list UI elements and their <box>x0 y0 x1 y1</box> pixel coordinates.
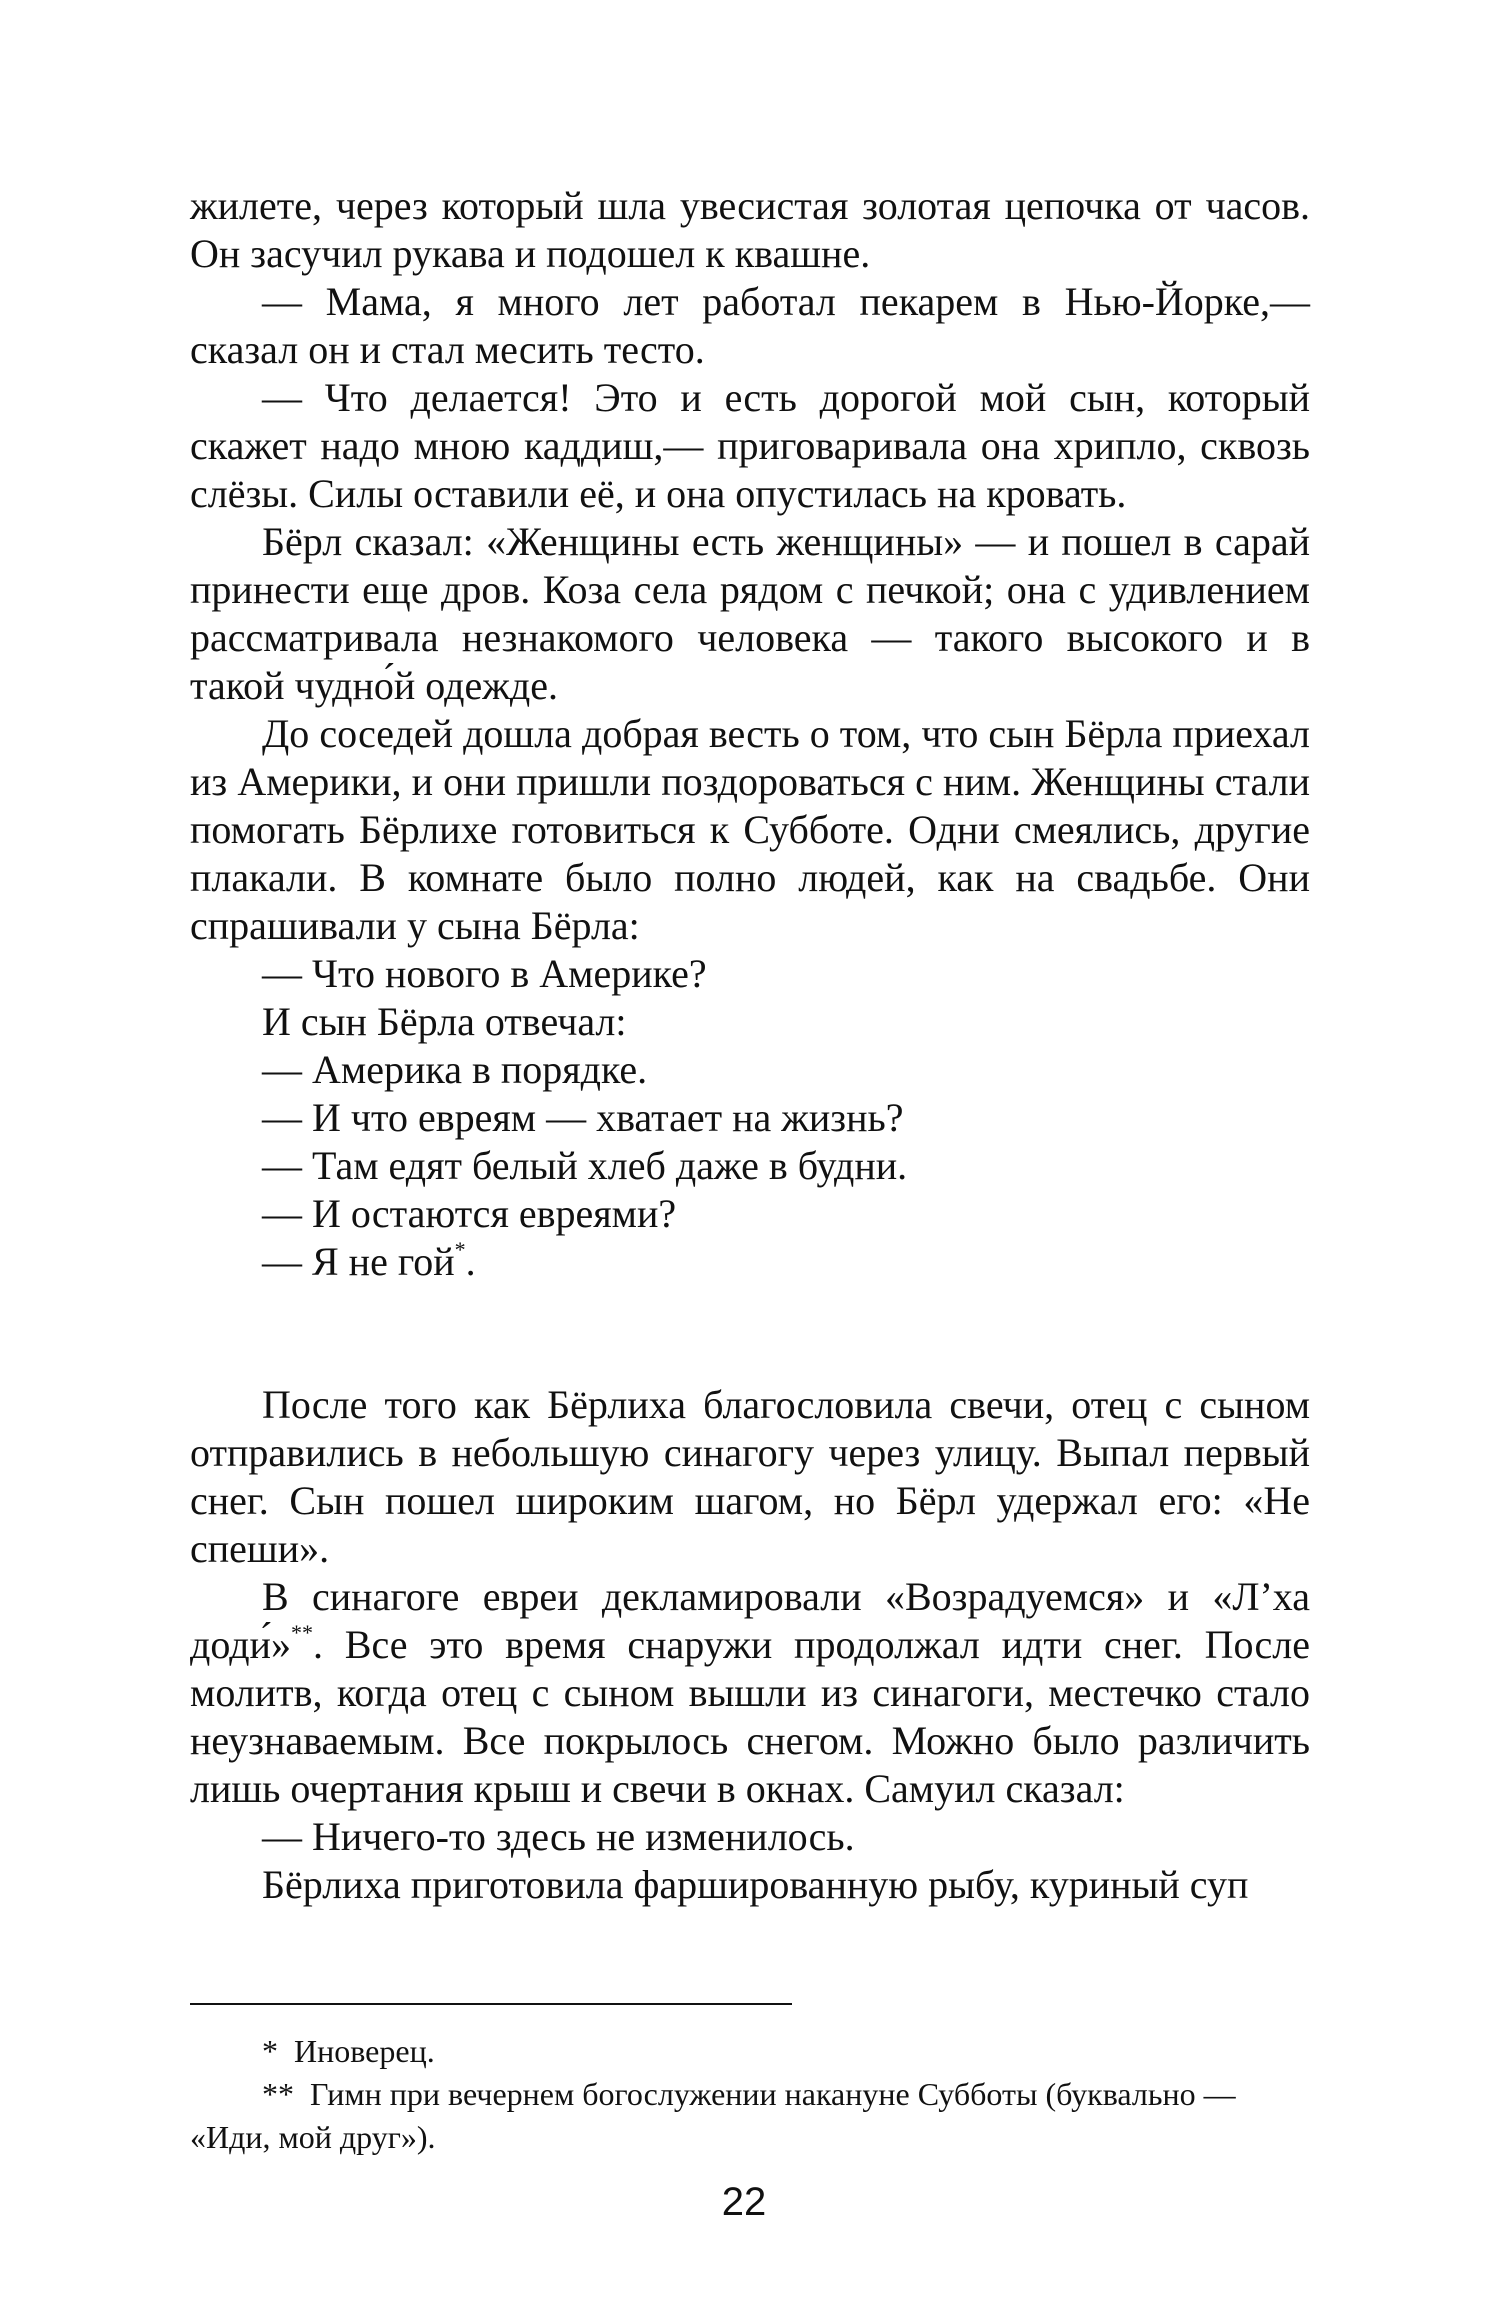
footnotes <box>190 2030 1310 2159</box>
dialogue-line: — И что евреям — хватает на жизнь? <box>262 1095 904 1140</box>
dialogue-text-end: . <box>465 1239 476 1284</box>
footnote <box>190 2030 1310 2073</box>
footnote-text: Иноверец. <box>294 2033 435 2069</box>
dialogue-text: — Я не гой <box>262 1239 455 1284</box>
footnote-reference: ** <box>290 1620 313 1645</box>
paragraph: жилете, через который шла увесистая золотая цепочка от часов. Он засучил рукава и подошел к квашне. <box>190 183 1310 276</box>
page-number: 22 <box>721 2180 767 2224</box>
footnote-mark: * <box>262 2033 278 2069</box>
paragraph <box>190 1573 1310 1813</box>
dialogue-line: — И остаются евреями? <box>262 1191 677 1236</box>
footnote-text: Гимн при вечернем богослужении накануне Субботы (буквально — «Иди, мой друг»). <box>190 2076 1236 2155</box>
dialogue-line: И сын Бёрла отвечал: <box>262 999 627 1044</box>
dialogue-line <box>190 1238 1310 1286</box>
section-break <box>190 1286 1310 1381</box>
body-text <box>190 182 1310 1909</box>
paragraph: Бёрл сказал: «Женщины есть женщины» — и пошел в сарай принести еще дров. Коза села рядом с печкой; она с удивлением рассматривала незнакомого человека — такого высокого и в такой чудно́й одежде. <box>190 519 1310 708</box>
dialogue-line: — Что нового в Америке? <box>262 951 707 996</box>
dialogue-line: — Америка в порядке. <box>262 1047 648 1092</box>
paragraph: До соседей дошла добрая весть о том, что сын Бёрла приехал из Америки, и они пришли поздороваться с ним. Женщины стали помогать Бёрлихе готовиться к Субботе. Одни смеялись, другие плакали. В комнате было полно людей, как на свадьбе. Они спрашивали у сына Бёрла: <box>190 711 1310 948</box>
paragraph-text: В синагоге евреи декламировали «Возрадуемся» и «Л’ха доди́» <box>190 1574 1310 1667</box>
dialogue-line: — Ничего-то здесь не изменилось. <box>262 1814 855 1859</box>
paragraph: После того как Бёрлиха благословила свечи, отец с сыном отправились в небольшую синагогу через улицу. Выпал первый снег. Сын пошел широким шагом, но Бёрл удержал его: «Не спеши». <box>190 1382 1310 1571</box>
footnote-reference: * <box>454 1237 466 1262</box>
paragraph: — Мама, я много лет работал пекарем в Нью-Йорке,— сказал он и стал месить тесто. <box>190 279 1310 372</box>
paragraph: — Что делается! Это и есть дорогой мой сын, который скажет надо мною каддиш,— приговаривала она хрипло, сквозь слёзы. Силы оставили её, и она опустилась на кровать. <box>190 375 1310 516</box>
paragraph: Бёрлиха приготовила фаршированную рыбу, куриный суп <box>262 1862 1249 1907</box>
paragraph-text: . Все это время снаружи продолжал идти снег. После молитв, когда отец с сыном вышли из синагоги, местечко стало неузнаваемым. Все покрылось снегом. Можно было различить лишь очертания крыш и свечи в окнах. Самуил сказал: <box>190 1622 1310 1811</box>
dialogue-line: — Там едят белый хлеб даже в будни. <box>262 1143 908 1188</box>
footnote <box>190 2073 1310 2159</box>
footnote-mark: ** <box>262 2076 294 2112</box>
footnote-divider <box>190 2003 792 2005</box>
